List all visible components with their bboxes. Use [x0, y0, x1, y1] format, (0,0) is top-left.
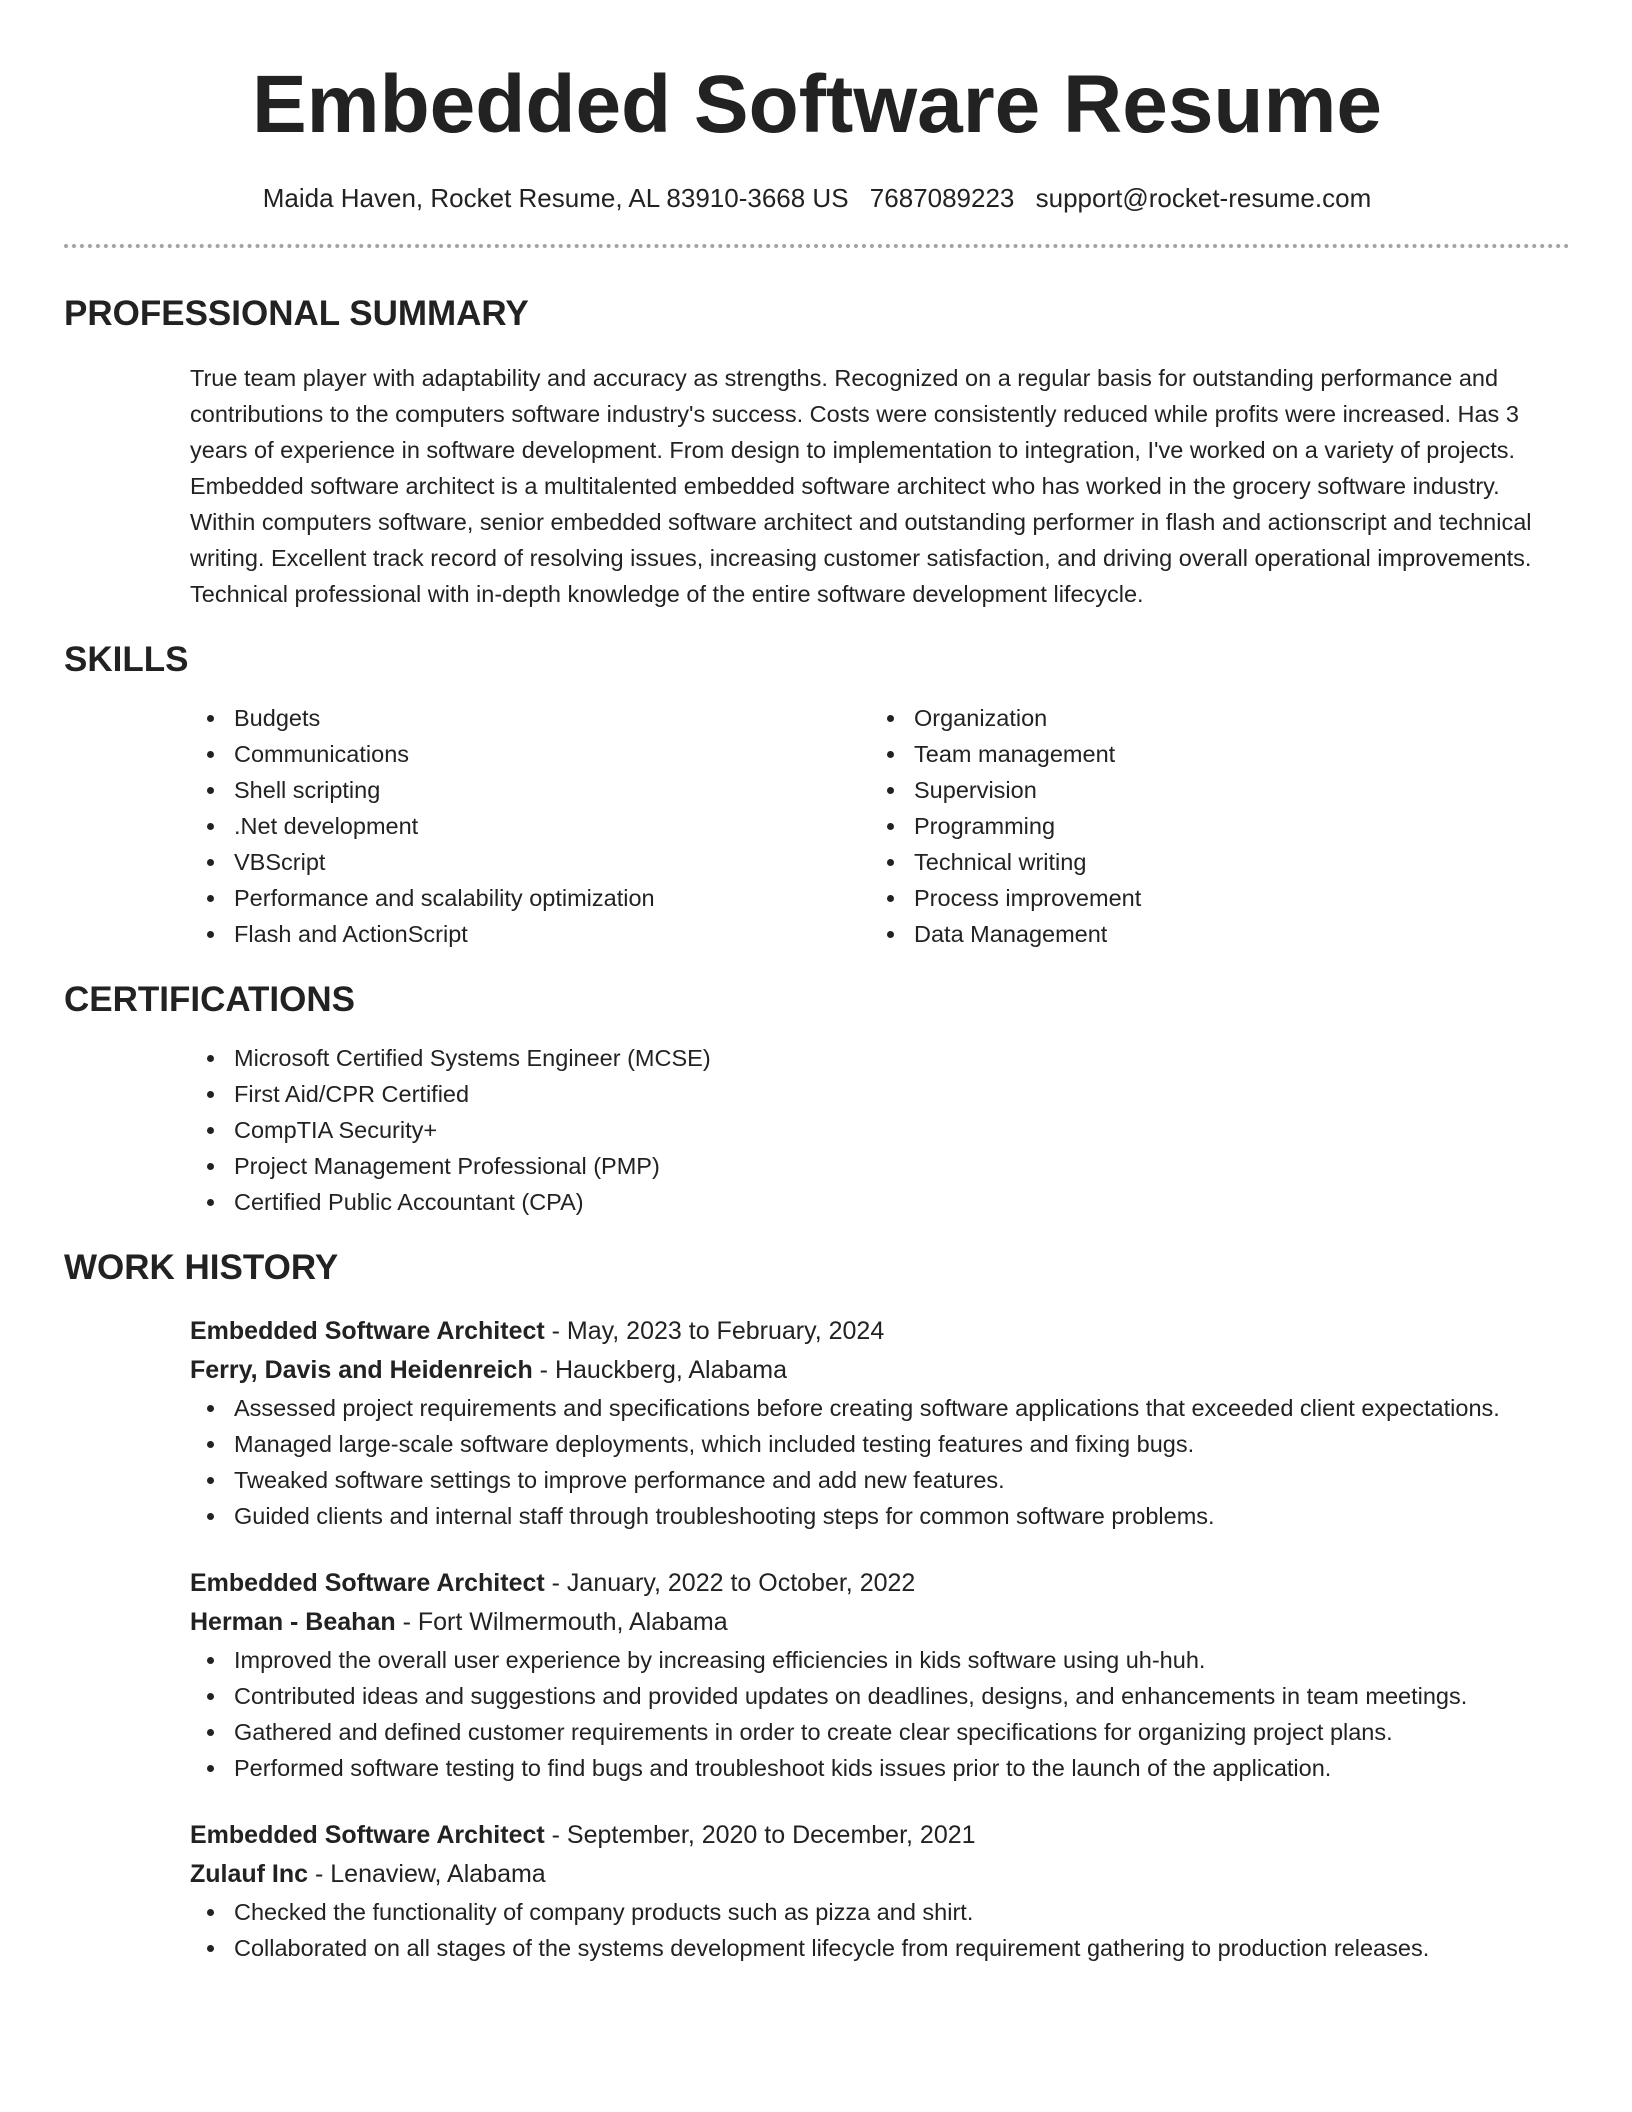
job-bullets — [190, 1642, 1570, 1786]
job-entry — [190, 1312, 1570, 1534]
job-bullet: Tweaked software settings to improve performance and add new features. — [190, 1462, 1570, 1498]
skill-item: .Net development — [190, 808, 870, 844]
job-entry — [190, 1816, 1570, 1966]
job-dates: - September, 2020 to December, 2021 — [544, 1821, 976, 1849]
resume-title: Embedded Software Resume — [251, 59, 1383, 150]
job-title: Embedded Software Architect — [190, 1821, 545, 1849]
job-dates: - January, 2022 to October, 2022 — [544, 1569, 916, 1597]
contact-address: Maida Haven, Rocket Resume, AL 83910-3668 US — [262, 183, 849, 213]
skills-column-left — [190, 700, 870, 952]
contact-line — [64, 181, 1570, 215]
skill-item: Programming — [870, 808, 1550, 844]
job-bullets — [190, 1894, 1570, 1966]
skills-grid — [190, 700, 1570, 952]
skill-item: Process improvement — [870, 880, 1550, 916]
header-divider — [64, 244, 1570, 248]
job-location: - Hauckberg, Alabama — [532, 1356, 788, 1384]
job-bullet: Guided clients and internal staff through troubleshooting steps for common software problems. — [190, 1498, 1570, 1534]
certification-item: First Aid/CPR Certified — [190, 1076, 1570, 1112]
job-bullets — [190, 1390, 1570, 1534]
skill-item: Budgets — [190, 700, 870, 736]
job-entry — [190, 1564, 1570, 1786]
job-bullet: Assessed project requirements and specifications before creating software applications that exceeded client expectations. — [190, 1390, 1570, 1426]
certifications-heading: CERTIFICATIONS — [64, 980, 356, 1019]
job-title-line — [190, 1564, 1570, 1603]
skill-item: Communications — [190, 736, 870, 772]
job-location: - Fort Wilmermouth, Alabama — [395, 1608, 728, 1636]
skill-item: VBScript — [190, 844, 870, 880]
job-bullet: Performed software testing to find bugs and troubleshoot kids issues prior to the launch of the application. — [190, 1750, 1570, 1786]
job-dates: - May, 2023 to February, 2024 — [544, 1317, 885, 1345]
job-bullet: Gathered and defined customer requirements in order to create clear specifications for organizing project plans. — [190, 1714, 1570, 1750]
job-title: Embedded Software Architect — [190, 1317, 545, 1345]
contact-phone: 7687089223 — [869, 183, 1015, 213]
certifications-list — [190, 1040, 1570, 1220]
resume-page — [64, 0, 1570, 2112]
job-company: Ferry, Davis and Heidenreich — [190, 1356, 533, 1384]
certification-item: Certified Public Accountant (CPA) — [190, 1184, 1570, 1220]
skill-item: Technical writing — [870, 844, 1550, 880]
job-company-line — [190, 1603, 1570, 1642]
skill-item: Organization — [870, 700, 1550, 736]
job-title: Embedded Software Architect — [190, 1569, 545, 1597]
job-bullet: Improved the overall user experience by increasing efficiencies in kids software using uh-huh. — [190, 1642, 1570, 1678]
skill-item: Supervision — [870, 772, 1550, 808]
job-location: - Lenaview, Alabama — [308, 1860, 546, 1888]
job-title-line — [190, 1816, 1570, 1855]
certification-item: Microsoft Certified Systems Engineer (MCSE) — [190, 1040, 1570, 1076]
skill-item: Performance and scalability optimization — [190, 880, 870, 916]
job-bullet: Collaborated on all stages of the systems development lifecycle from requirement gathering to production releases. — [190, 1930, 1570, 1966]
certification-item: CompTIA Security+ — [190, 1112, 1570, 1148]
skill-item: Team management — [870, 736, 1550, 772]
job-company-line — [190, 1855, 1570, 1894]
contact-email: support@rocket-resume.com — [1035, 183, 1372, 213]
job-company: Zulauf Inc — [190, 1860, 309, 1888]
summary-text: True team player with adaptability and accuracy as strengths. Recognized on a regular basis for outstanding performance and contributions to the computers software industry's success. Costs were consistently reduced while profits were increased. Has 3 years of experience in software development. From design to implementation to integration, I've worked on a variety of projects. Embedded software architect is a multitalented embedded software architect who has worked in the grocery software industry. Within computers software, senior embedded software architect and outstanding performer in flash and actionscript and technical writing. Excellent track record of resolving issues, increasing customer satisfaction, and driving overall operational improvements. Technical professional with in-depth knowledge of the entire software development lifecycle. — [190, 365, 1532, 607]
skills-heading: SKILLS — [64, 640, 189, 679]
job-bullet: Managed large-scale software deployments, which included testing features and fixing bugs. — [190, 1426, 1570, 1462]
job-title-line — [190, 1312, 1570, 1351]
job-bullet: Checked the functionality of company products such as pizza and shirt. — [190, 1894, 1570, 1930]
job-bullet: Contributed ideas and suggestions and provided updates on deadlines, designs, and enhancements in team meetings. — [190, 1678, 1570, 1714]
skill-item: Flash and ActionScript — [190, 916, 870, 952]
skills-column-right — [870, 700, 1550, 952]
job-company: Herman - Beahan — [190, 1608, 396, 1636]
skill-item: Shell scripting — [190, 772, 870, 808]
job-company-line — [190, 1351, 1570, 1390]
certification-item: Project Management Professional (PMP) — [190, 1148, 1570, 1184]
work-history-heading: WORK HISTORY — [64, 1248, 339, 1287]
skill-item: Data Management — [870, 916, 1550, 952]
summary-heading: PROFESSIONAL SUMMARY — [64, 294, 529, 333]
